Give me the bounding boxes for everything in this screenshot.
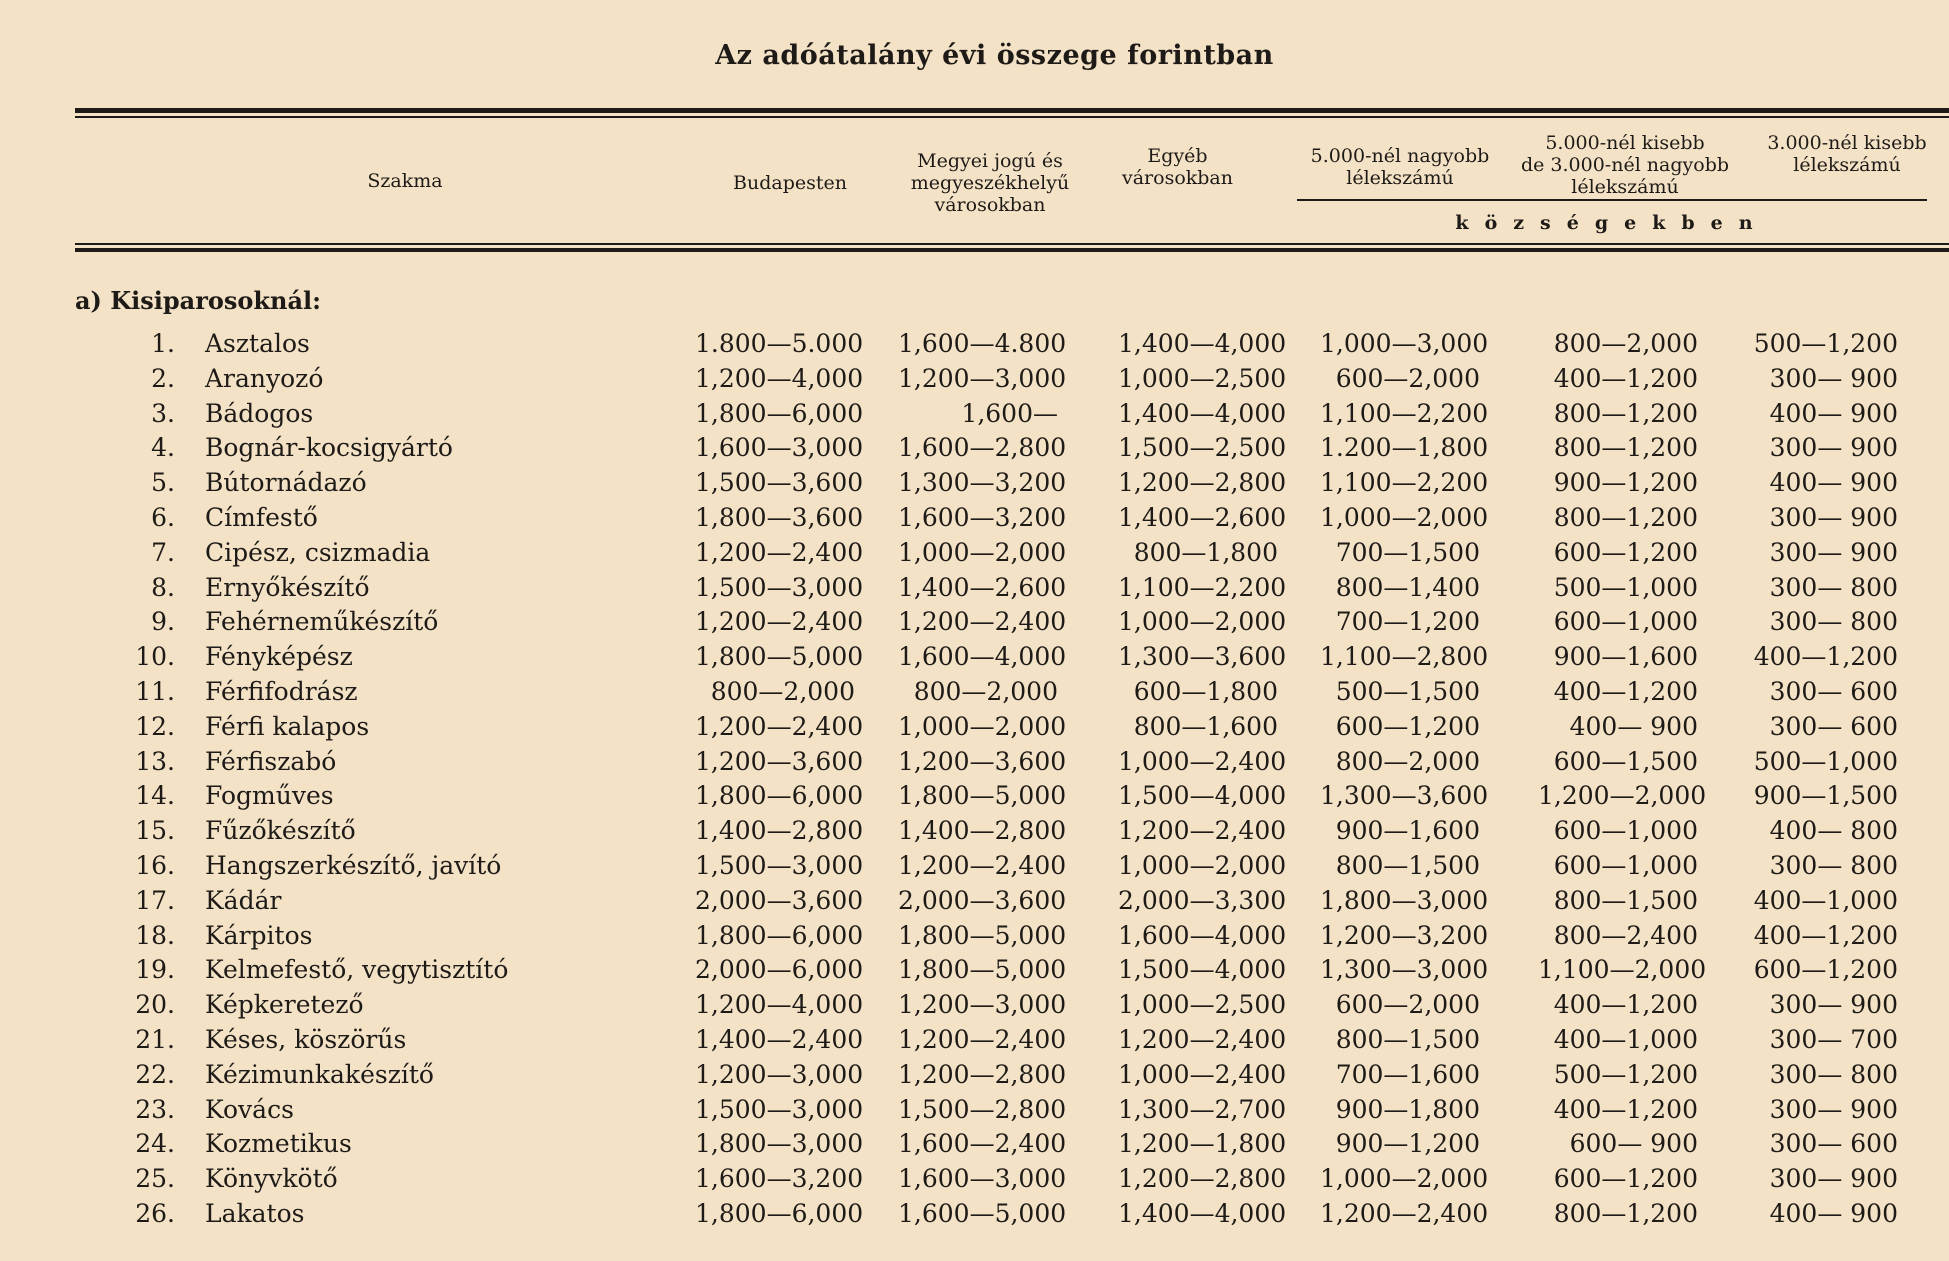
row-number: 17. [135, 885, 175, 915]
row-szakma: Férfi kalapos [205, 711, 370, 741]
cell-kozepes: 1,200—2,000 [1538, 781, 1707, 811]
cell-egyeb: 1,200—2,400 [1118, 1024, 1287, 1054]
cell-kozepes: 500—1,200 [1553, 1059, 1698, 1089]
header-kozepes-line1: 5.000-nél kisebb [1545, 132, 1705, 154]
cell-nagyobb5000: 1,200—2,400 [1320, 1198, 1489, 1228]
cell-nagyobb5000: 700—1,500 [1335, 537, 1480, 567]
cell-kisebb3000: 300— 900 [1769, 363, 1898, 393]
header-egyeb-line2: városokban [1121, 167, 1233, 189]
cell-nagyobb5000: 1,300—3,000 [1320, 955, 1489, 985]
cell-budapest: 800—2,000 [710, 676, 855, 706]
cell-kisebb3000: 300— 800 [1769, 607, 1898, 637]
row-szakma: Kovács [205, 1094, 294, 1124]
row-number: 1. [151, 329, 175, 358]
cell-budapest: 1,800—6,000 [695, 398, 864, 428]
header-bottom-rule [75, 243, 1949, 245]
table-row [0, 814, 1949, 849]
row-szakma: Címfestő [205, 502, 318, 532]
table-row [0, 779, 1949, 814]
cell-megyei: 1,600— [961, 398, 1058, 428]
header-kisebb3000-line1: 3.000-nél kisebb [1767, 132, 1927, 154]
cell-budapest: 1,800—6,000 [695, 920, 864, 950]
cell-budapest: 1,200—4,000 [695, 363, 864, 393]
cell-nagyobb5000: 900—1,600 [1335, 816, 1480, 846]
cell-budapest: 1,400—2,800 [695, 816, 864, 846]
table-row [0, 849, 1949, 884]
cell-kisebb3000: 900—1,500 [1753, 781, 1898, 811]
cell-kozepes: 600—1,000 [1553, 607, 1698, 637]
cell-megyei: 1,200—2,800 [898, 1059, 1067, 1089]
table-row [0, 536, 1949, 571]
cell-kisebb3000: 300— 800 [1769, 850, 1898, 880]
cell-kisebb3000: 400— 800 [1769, 816, 1898, 846]
cell-budapest: 1,600—3,000 [695, 433, 864, 463]
row-number: 2. [151, 363, 175, 393]
row-szakma: Hangszerkészítő, javító [205, 850, 502, 880]
cell-nagyobb5000: 1,000—2,000 [1320, 502, 1489, 532]
row-number: 24. [135, 1129, 175, 1159]
cell-budapest: 1,500—3,000 [695, 850, 864, 880]
table-row [0, 1023, 1949, 1058]
cell-egyeb: 1,000—2,400 [1118, 1059, 1287, 1089]
cell-kozepes: 600—1,500 [1553, 746, 1698, 776]
header-top-rule-thin [75, 116, 1949, 118]
cell-kisebb3000: 300— 800 [1769, 572, 1898, 602]
cell-budapest: 1.800—5.000 [695, 329, 864, 358]
row-number: 25. [135, 1164, 175, 1194]
cell-kozepes: 400— 900 [1569, 711, 1698, 741]
cell-megyei: 1,600—2,800 [898, 433, 1067, 463]
cell-egyeb: 1,500—4,000 [1118, 955, 1287, 985]
cell-egyeb: 1,000—2,000 [1118, 607, 1287, 637]
cell-megyei: 2,000—3,600 [898, 885, 1067, 915]
table-row [0, 571, 1949, 606]
cell-nagyobb5000: 1,000—3,000 [1320, 329, 1489, 358]
row-number: 16. [135, 850, 175, 880]
row-szakma: Képkeretező [205, 990, 364, 1020]
row-number: 14. [135, 781, 175, 811]
header-kisebb3000-line2: lélekszámú [1793, 154, 1901, 176]
cell-nagyobb5000: 1,300—3,600 [1320, 781, 1489, 811]
cell-nagyobb5000: 1,800—3,000 [1320, 885, 1489, 915]
row-szakma: Cipész, csizmadia [205, 537, 431, 567]
cell-kozepes: 400—1,200 [1553, 363, 1698, 393]
section-heading: a) Kisiparosoknál: [75, 286, 321, 315]
cell-megyei: 1,600—4,000 [898, 642, 1067, 672]
row-szakma: Kézimunkakészítő [205, 1059, 434, 1089]
cell-egyeb: 1,600—4,000 [1118, 920, 1287, 950]
header-budapest: Budapesten [733, 172, 847, 194]
cell-egyeb: 1,200—2,800 [1118, 1164, 1287, 1194]
cell-budapest: 1,200—4,000 [695, 990, 864, 1020]
row-number: 12. [135, 711, 175, 741]
cell-budapest: 1,800—6,000 [695, 1198, 864, 1228]
cell-kozepes: 600— 900 [1569, 1129, 1698, 1159]
header-kozepes-line2: de 3.000-nél nagyobb [1520, 154, 1730, 176]
cell-kozepes: 800—1,200 [1553, 398, 1698, 428]
cell-budapest: 1,400—2,400 [695, 1024, 864, 1054]
cell-megyei: 1,800—5,000 [898, 781, 1067, 811]
cell-nagyobb5000: 600—1,200 [1335, 711, 1480, 741]
cell-egyeb: 1,300—2,700 [1118, 1094, 1287, 1124]
row-number: 11. [135, 676, 175, 706]
table-row [0, 640, 1949, 675]
row-number: 7. [151, 537, 175, 567]
header-nagyobb5000-line2: lélekszámú [1346, 167, 1454, 189]
cell-nagyobb5000: 900—1,800 [1335, 1094, 1480, 1124]
cell-egyeb: 1,000—2,500 [1118, 363, 1287, 393]
header-kozsegek-rule [1297, 199, 1927, 201]
cell-megyei: 1,300—3,200 [898, 468, 1067, 498]
cell-megyei: 1,200—2,400 [898, 850, 1067, 880]
cell-nagyobb5000: 1,100—2,200 [1320, 468, 1489, 498]
row-number: 3. [151, 398, 175, 428]
cell-egyeb: 1,400—2,600 [1118, 502, 1287, 532]
row-szakma: Fényképész [205, 642, 353, 672]
header-kisebb3000 [1745, 132, 1949, 176]
cell-egyeb: 1,000—2,000 [1118, 850, 1287, 880]
row-number: 26. [135, 1198, 175, 1228]
cell-megyei: 1,200—3,000 [898, 990, 1067, 1020]
row-number: 9. [151, 607, 175, 637]
row-szakma: Könyvkötő [205, 1164, 338, 1194]
row-number: 22. [135, 1059, 175, 1089]
header-megyei [885, 150, 1095, 216]
table-row [0, 327, 1949, 362]
cell-kozepes: 500—1,000 [1553, 572, 1698, 602]
header-megyei-line1: Megyei jogú és [917, 150, 1063, 172]
cell-kozepes: 800—1,500 [1553, 885, 1698, 915]
cell-budapest: 1,800—5,000 [695, 642, 864, 672]
cell-nagyobb5000: 800—2,000 [1335, 746, 1480, 776]
cell-megyei: 1,500—2,800 [898, 1094, 1067, 1124]
cell-kozepes: 600—1,000 [1553, 850, 1698, 880]
cell-budapest: 1,600—3,200 [695, 1164, 864, 1194]
row-number: 23. [135, 1094, 175, 1124]
row-number: 21. [135, 1024, 175, 1054]
cell-budapest: 2,000—6,000 [695, 955, 864, 985]
cell-egyeb: 800—1,800 [1133, 537, 1278, 567]
cell-megyei: 1,600—3,000 [898, 1164, 1067, 1194]
header-megyei-line3: városokban [934, 194, 1046, 216]
cell-budapest: 1,800—6,000 [695, 781, 864, 811]
cell-nagyobb5000: 1,100—2,200 [1320, 398, 1489, 428]
table-row [0, 1093, 1949, 1128]
cell-nagyobb5000: 500—1,500 [1335, 676, 1480, 706]
table-row [0, 1197, 1949, 1232]
cell-megyei: 1,800—5,000 [898, 955, 1067, 985]
cell-megyei: 1,000—2,000 [898, 537, 1067, 567]
row-number: 13. [135, 746, 175, 776]
cell-kozepes: 600—1,000 [1553, 816, 1698, 846]
cell-nagyobb5000: 700—1,600 [1335, 1059, 1480, 1089]
header-kozepes [1505, 132, 1745, 198]
cell-kozepes: 800—2,400 [1553, 920, 1698, 950]
row-number: 10. [135, 642, 175, 672]
cell-nagyobb5000: 1,200—3,200 [1320, 920, 1489, 950]
table-row [0, 362, 1949, 397]
row-szakma: Bútornádazó [205, 468, 367, 498]
cell-budapest: 1,200—2,400 [695, 537, 864, 567]
table-row [0, 745, 1949, 780]
cell-nagyobb5000: 600—2,000 [1335, 363, 1480, 393]
cell-kozepes: 800—1,200 [1553, 502, 1698, 532]
cell-megyei: 1,600—5,000 [898, 1198, 1067, 1228]
cell-kozepes: 400—1,000 [1553, 1024, 1698, 1054]
cell-kisebb3000: 400— 900 [1769, 468, 1898, 498]
cell-kisebb3000: 300— 800 [1769, 1059, 1898, 1089]
table-row [0, 1162, 1949, 1197]
cell-budapest: 1,500—3,000 [695, 572, 864, 602]
table-row [0, 1127, 1949, 1162]
row-szakma: Fűzőkészítő [205, 816, 356, 846]
cell-kisebb3000: 500—1,200 [1753, 329, 1898, 358]
cell-megyei: 1,200—2,400 [898, 1024, 1067, 1054]
cell-kisebb3000: 300— 700 [1769, 1024, 1898, 1054]
cell-egyeb: 1,500—2,500 [1118, 433, 1287, 463]
cell-kozepes: 900—1,600 [1553, 642, 1698, 672]
row-number: 6. [151, 502, 175, 532]
table-row [0, 953, 1949, 988]
row-szakma: Férfiszabó [205, 746, 337, 776]
header-egyeb [1105, 145, 1250, 189]
cell-megyei: 1,600—4.800 [898, 329, 1067, 358]
cell-egyeb: 1,000—2,400 [1118, 746, 1287, 776]
row-szakma: Késes, köszörűs [205, 1024, 407, 1054]
table-row [0, 431, 1949, 466]
cell-kisebb3000: 300— 600 [1769, 711, 1898, 741]
table-row [0, 919, 1949, 954]
cell-budapest: 2,000—3,600 [695, 885, 864, 915]
table-row [0, 397, 1949, 432]
cell-kozepes: 800—2,000 [1553, 329, 1698, 358]
cell-kisebb3000: 300— 600 [1769, 1129, 1898, 1159]
cell-egyeb: 1,500—4,000 [1118, 781, 1287, 811]
header-egyeb-line1: Egyéb [1147, 145, 1208, 167]
row-szakma: Kelmefestő, vegytisztító [205, 955, 509, 985]
cell-nagyobb5000: 1,000—2,000 [1320, 1164, 1489, 1194]
cell-kozepes: 400—1,200 [1553, 676, 1698, 706]
cell-kozepes: 900—1,200 [1553, 468, 1698, 498]
cell-megyei: 1,200—3,600 [898, 746, 1067, 776]
cell-kozepes: 600—1,200 [1553, 1164, 1698, 1194]
cell-nagyobb5000: 600—2,000 [1335, 990, 1480, 1020]
cell-nagyobb5000: 1,100—2,800 [1320, 642, 1489, 672]
header-megyei-line2: megyeszékhelyű [910, 172, 1070, 194]
table-row [0, 988, 1949, 1023]
cell-budapest: 1,800—3,600 [695, 502, 864, 532]
cell-kozepes: 600—1,200 [1553, 537, 1698, 567]
cell-megyei: 800—2,000 [913, 676, 1058, 706]
row-szakma: Férfifodrász [205, 676, 358, 706]
cell-egyeb: 1,300—3,600 [1118, 642, 1287, 672]
cell-nagyobb5000: 800—1,500 [1335, 850, 1480, 880]
header-kozepes-line3: lélekszámú [1571, 176, 1679, 198]
table-row [0, 710, 1949, 745]
row-szakma: Bádogos [205, 398, 314, 428]
header-nagyobb5000-line1: 5.000-nél nagyobb [1310, 145, 1490, 167]
cell-kisebb3000: 300— 600 [1769, 676, 1898, 706]
page-title: Az adóátalány évi összege forintban [715, 40, 1274, 71]
cell-megyei: 1,200—2,400 [898, 607, 1067, 637]
cell-kisebb3000: 400—1,000 [1753, 885, 1898, 915]
cell-megyei: 1,800—5,000 [898, 920, 1067, 950]
table-row [0, 884, 1949, 919]
row-number: 4. [151, 433, 175, 463]
cell-kisebb3000: 400—1,200 [1753, 642, 1898, 672]
row-number: 20. [135, 990, 175, 1020]
cell-egyeb: 1,400—4,000 [1118, 398, 1287, 428]
cell-egyeb: 1,200—2,800 [1118, 468, 1287, 498]
row-number: 18. [135, 920, 175, 950]
row-szakma: Ernyőkészítő [205, 572, 370, 602]
cell-kisebb3000: 400— 900 [1769, 398, 1898, 428]
row-szakma: Asztalos [205, 329, 310, 358]
cell-kisebb3000: 300— 900 [1769, 1094, 1898, 1124]
cell-kozepes: 800—1,200 [1553, 1198, 1698, 1228]
header-top-rule [75, 108, 1949, 113]
cell-kisebb3000: 300— 900 [1769, 990, 1898, 1020]
cell-kozepes: 400—1,200 [1553, 1094, 1698, 1124]
row-number: 15. [135, 816, 175, 846]
cell-nagyobb5000: 800—1,500 [1335, 1024, 1480, 1054]
cell-megyei: 1,000—2,000 [898, 711, 1067, 741]
cell-kozepes: 800—1,200 [1553, 433, 1698, 463]
cell-budapest: 1,200—3,600 [695, 746, 864, 776]
cell-kisebb3000: 400—1,200 [1753, 920, 1898, 950]
cell-egyeb: 2,000—3,300 [1118, 885, 1287, 915]
cell-megyei: 1,400—2,800 [898, 816, 1067, 846]
cell-budapest: 1,200—2,400 [695, 711, 864, 741]
table-row [0, 501, 1949, 536]
row-szakma: Lakatos [205, 1198, 305, 1228]
cell-nagyobb5000: 1.200—1,800 [1320, 433, 1489, 463]
table-row [0, 466, 1949, 501]
cell-kozepes: 1,100—2,000 [1538, 955, 1707, 985]
row-szakma: Kádár [205, 885, 282, 915]
row-number: 19. [135, 955, 175, 985]
cell-egyeb: 1,100—2,200 [1118, 572, 1287, 602]
table-row [0, 675, 1949, 710]
cell-kisebb3000: 300— 900 [1769, 502, 1898, 532]
header-bottom-rule-thick [75, 248, 1949, 252]
row-number: 8. [151, 572, 175, 602]
cell-kisebb3000: 500—1,000 [1753, 746, 1898, 776]
cell-egyeb: 1,200—1,800 [1118, 1129, 1287, 1159]
cell-kozepes: 400—1,200 [1553, 990, 1698, 1020]
cell-budapest: 1,500—3,600 [695, 468, 864, 498]
row-szakma: Bognár-kocsigyártó [205, 433, 453, 463]
cell-kisebb3000: 600—1,200 [1753, 955, 1898, 985]
cell-kisebb3000: 400— 900 [1769, 1198, 1898, 1228]
cell-megyei: 1,200—3,000 [898, 363, 1067, 393]
cell-nagyobb5000: 800—1,400 [1335, 572, 1480, 602]
row-szakma: Fogműves [205, 781, 334, 811]
cell-kisebb3000: 300— 900 [1769, 537, 1898, 567]
cell-budapest: 1,800—3,000 [695, 1129, 864, 1159]
cell-budapest: 1,200—3,000 [695, 1059, 864, 1089]
row-number: 5. [151, 468, 175, 498]
table-row [0, 1058, 1949, 1093]
cell-egyeb: 1,200—2,400 [1118, 816, 1287, 846]
cell-egyeb: 1,400—4,000 [1118, 1198, 1287, 1228]
cell-kisebb3000: 300— 900 [1769, 433, 1898, 463]
cell-kisebb3000: 300— 900 [1769, 1164, 1898, 1194]
table-row [0, 605, 1949, 640]
cell-budapest: 1,500—3,000 [695, 1094, 864, 1124]
cell-egyeb: 800—1,600 [1133, 711, 1278, 741]
header-szakma: Szakma [367, 170, 443, 192]
cell-megyei: 1,400—2,600 [898, 572, 1067, 602]
row-szakma: Fehérneműkészítő [205, 607, 439, 637]
cell-egyeb: 1,400—4,000 [1118, 329, 1287, 358]
cell-budapest: 1,200—2,400 [695, 607, 864, 637]
cell-megyei: 1,600—2,400 [898, 1129, 1067, 1159]
cell-megyei: 1,600—3,200 [898, 502, 1067, 532]
cell-egyeb: 600—1,800 [1133, 676, 1278, 706]
row-szakma: Aranyozó [205, 363, 324, 393]
row-szakma: Kozmetikus [205, 1129, 352, 1159]
data-rows [0, 327, 1949, 1232]
row-szakma: Kárpitos [205, 920, 313, 950]
cell-nagyobb5000: 900—1,200 [1335, 1129, 1480, 1159]
cell-egyeb: 1,000—2,500 [1118, 990, 1287, 1020]
header-nagyobb5000 [1290, 145, 1510, 189]
header-kozsegekben: községekben [1455, 212, 1769, 234]
cell-nagyobb5000: 700—1,200 [1335, 607, 1480, 637]
